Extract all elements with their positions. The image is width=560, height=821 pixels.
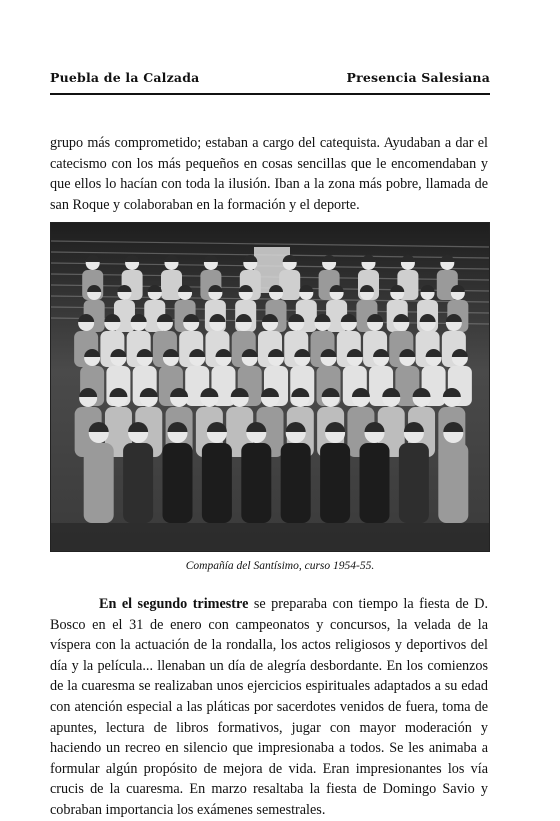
body-paragraph-2	[50, 594, 488, 821]
header-book-title: Puebla de la Calzada	[50, 70, 200, 85]
paragraph-text: se preparaba con tiempo la fiesta de D. Bosco en el 31 de enero con campeonatos y concursos, la velada de la víspera con la actuación de la rondalla, los actos religiosos y deportivos del día y la película... llenaban un día de alegría desbordante. En los comienzos de la cuaresma se realizaban unos ejercicios espirituales adaptados a su edad con atención especial a las pláticas por sacerdotes venidos de fuera, toma de apuntes, lectura de libros formativos, jugar con mayor moderación y haciendo un recreo en silencio que impresionaba a todos. Se les animaba a formular algún propósito de mejora de vida. Eran impresionantes los vía crucis de la cuaresma. En marzo resaltaba la fiesta de Domingo Savio y cobraban importancia los exámenes semestrales.	[50, 596, 488, 818]
photo-illustration	[51, 223, 489, 551]
header-rule	[50, 93, 490, 95]
paragraph-lead: En el segundo trimestre	[99, 596, 249, 612]
header-section-title: Presencia Salesiana	[346, 70, 490, 85]
body-paragraph-1: grupo más comprometido; estaban a cargo del catequista. Ayudaban a dar el catecismo con los más pequeños en cosas sencillas que le encomendaban y que ellos lo hacían con toda la ilusión. Iban a la zona más pobre, llamada de san Roque y colaboraban en la formación y el deporte.	[50, 135, 488, 213]
photo-caption: Compañía del Santísimo, curso 1954-55.	[185, 560, 375, 572]
group-photograph	[50, 222, 490, 552]
running-header	[50, 70, 490, 90]
